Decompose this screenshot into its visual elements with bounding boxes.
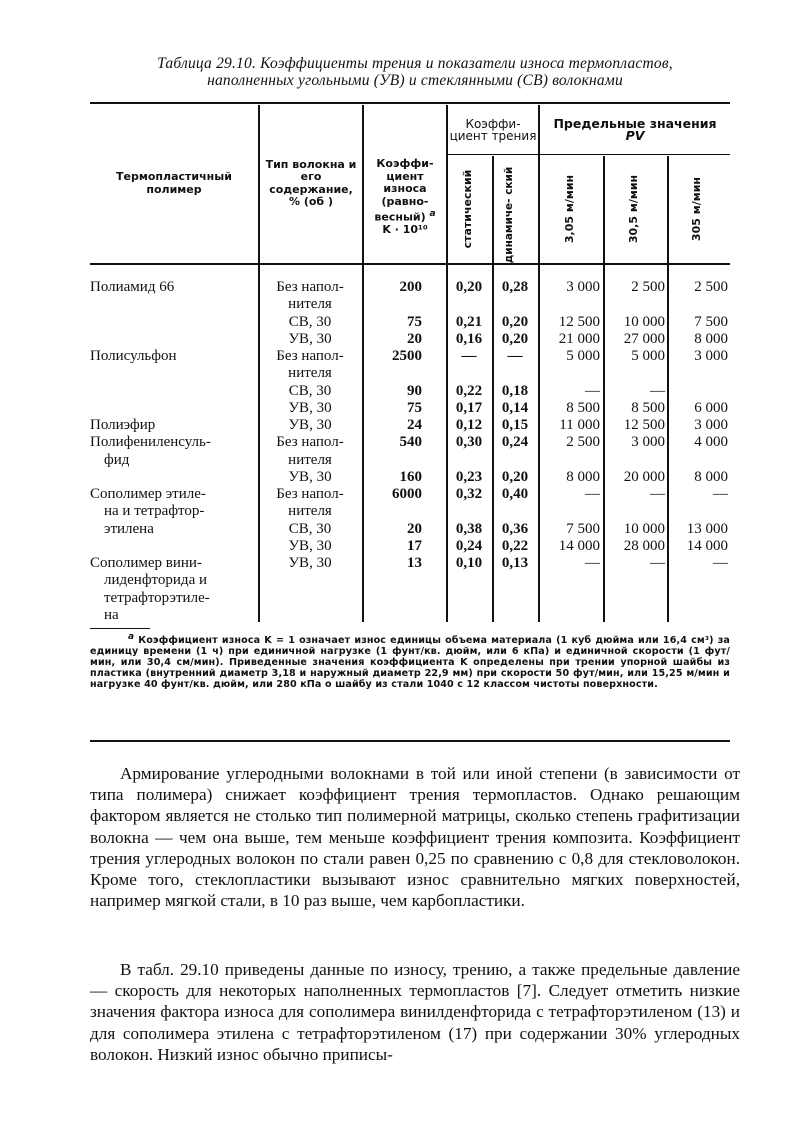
table-cell-k: 90 xyxy=(407,382,422,399)
table-cell-pv2: 12 500 xyxy=(623,417,665,433)
table-cell-fiber: УВ, 30 xyxy=(288,555,332,571)
table-cell-static: 0,38 xyxy=(455,520,483,537)
table-cell-static: 0,21 xyxy=(455,313,483,330)
table-cell-pv3: 4 000 xyxy=(694,434,728,451)
footnote-bottom-rule xyxy=(90,740,730,742)
table-cell-fiber: нителя xyxy=(288,503,332,520)
footnote-mark: a xyxy=(128,632,135,642)
header-polymer: Термопластичный полимер xyxy=(116,170,232,196)
table-cell-dynamic: 0,40 xyxy=(501,486,529,502)
table-cell-pv2: — xyxy=(650,555,665,571)
table-cell-pv3: 13 000 xyxy=(686,520,728,537)
table-cell-pv3: 6 000 xyxy=(694,399,728,416)
table-cell-pv2: 28 000 xyxy=(623,537,665,554)
table-cell-k: 24 xyxy=(407,417,422,433)
table-cell-dynamic: 0,14 xyxy=(501,399,529,416)
table-cell-polymer: Полисульфон xyxy=(90,348,177,364)
table-cell-static: 0,10 xyxy=(455,555,483,571)
header-friction-dynamic: динамиче- ский xyxy=(503,166,515,264)
table-cell-dynamic: 0,36 xyxy=(501,520,529,537)
table-cell-static: 0,16 xyxy=(455,330,483,347)
table-cell-polymer: на xyxy=(104,606,119,623)
table-cell-pv1: — xyxy=(585,486,600,502)
header-friction-group: Коэффи- циент трения xyxy=(449,116,537,143)
table-cell-static: 0,32 xyxy=(455,486,483,502)
table-cell-dynamic: 0,20 xyxy=(501,330,529,347)
table-cell-k: 2500 xyxy=(392,348,422,364)
footnote xyxy=(90,632,730,690)
table-cell-pv1: 21 000 xyxy=(558,330,600,347)
table-cell-fiber: УВ, 30 xyxy=(288,468,332,485)
table-cell-pv2: 27 000 xyxy=(623,330,665,347)
table-cell-dynamic: — xyxy=(507,348,523,364)
data-table xyxy=(90,102,730,622)
header-pv-30-5: 30,5 м/мин xyxy=(627,174,640,244)
table-cell-fiber: УВ, 30 xyxy=(288,330,332,347)
table-cell-pv3: 8 000 xyxy=(694,468,728,485)
table-cell-dynamic: 0,15 xyxy=(501,417,529,433)
table-cell-pv1: 8 000 xyxy=(566,468,600,485)
footnote-rule xyxy=(90,628,150,629)
table-cell-dynamic: 0,18 xyxy=(501,382,529,399)
table-cell-pv1: 7 500 xyxy=(566,520,600,537)
table-cell-fiber: нителя xyxy=(288,365,332,382)
table-cell-dynamic: 0,20 xyxy=(501,468,529,485)
table-cell-k: 13 xyxy=(407,555,422,571)
table-cell-fiber: УВ, 30 xyxy=(288,399,332,416)
caption-line-2: наполненных угольными (УВ) и стеклянными (СВ) волокнами xyxy=(207,72,623,89)
header-sub-rule xyxy=(446,154,730,155)
table-cell-k: 6000 xyxy=(392,486,422,502)
table-cell-pv2: 10 000 xyxy=(623,313,665,330)
header-pv-3-05: 3,05 м/мин xyxy=(563,174,576,244)
table-cell-k: 160 xyxy=(399,468,422,485)
table-cell-pv2: — xyxy=(650,486,665,502)
table-cell-pv2: 10 000 xyxy=(623,520,665,537)
table-cell-pv1: 2 500 xyxy=(566,434,600,451)
body-paragraph-2: В табл. 29.10 приведены данные по износу, трению, а также предельные давление — скорость для некоторых наполненных термопластов [7]. Следует отметить низкие значения фактора износа для сополимера винилденфторида с тетрафторэтиленом (13) и для сополимера этилена с тетрафторэтиленом (17) при содержании 30% углеродных волокон. Низкий износ обычно приписы- xyxy=(90,960,740,1064)
table-cell-fiber: нителя xyxy=(288,296,332,313)
table-cell-polymer: Полиэфир xyxy=(90,417,156,433)
table-cell-fiber: УВ, 30 xyxy=(288,417,332,433)
body-paragraph-1: Армирование углеродными волокнами в той или иной степени (в зависимости от типа полимера) снижает коэффициент трения термопластов. Однако решающим фактором является не столько тип полимерной матрицы, сколько степень графитизации волокна — чем она выше, тем меньше коэффициент трения композита. Коэффициент трения углеродных волокон по стали равен 0,25 по сравнению с 0,8 для стекловолокон. Кроме того, стеклопластики вызывают износ сравнительно мягких поверхностей, например мягкой стали, в 10 раз выше, чем карбопластики. xyxy=(90,764,740,911)
header-friction-static: статический xyxy=(461,169,474,249)
table-cell-pv1: 8 500 xyxy=(566,399,600,416)
header-bottom-rule xyxy=(90,263,730,265)
table-cell-k: 540 xyxy=(399,434,422,451)
table-cell-polymer: тетрафторэтиле- xyxy=(104,589,210,606)
header-pv-group: Предельные значения PV xyxy=(553,115,717,143)
table-caption xyxy=(90,55,740,89)
footnote-text: Коэффициент износа K = 1 означает износ единицы объема материала (1 куб дюйма или 16,4 см³) за единицу времени (1 ч) при единичной нагрузке (1 фунт/кв. дюйм, или 6 кПа) и единичной скорости (1 фут/мин, или 30,4 см/мин). Приведенные значения коэффициента K определены при трении упорной шайбы из пластика (внутренний диаметр 3,18 и наружный диаметр 22,9 мм) при скорости 50 фут/мин, или 15,25 м/мин и нагрузке 40 фунт/кв. дюйм, или 280 кПа о шайбу из стали 1040 с 12 классом чистоты поверхности. xyxy=(90,635,730,691)
header-pv-305: 305 м/мин xyxy=(690,176,703,242)
table-cell-pv1: 12 500 xyxy=(558,313,600,330)
table-cell-static: 0,23 xyxy=(455,468,483,485)
table-cell-polymer: фид xyxy=(104,451,130,468)
table-cell-polymer: на и тетрафтор- xyxy=(104,503,205,520)
table-cell-pv3: 2 500 xyxy=(694,279,728,295)
header-wear-coefficient: Коэффи- циент износа (равно- весный) $^a$ K · 10¹⁰ xyxy=(374,157,436,237)
table-cell-polymer: этилена xyxy=(104,520,154,537)
table-cell-pv1: 3 000 xyxy=(566,279,600,295)
table-cell-pv2: — xyxy=(650,382,665,399)
table-cell-fiber: Без напол- xyxy=(276,279,344,295)
table-cell-pv3: 7 500 xyxy=(694,313,728,330)
header-fiber: Тип волокна и его содержание, % (об ) xyxy=(265,157,357,208)
table-cell-polymer: Сополимер этиле- xyxy=(90,486,206,502)
table-cell-static: 0,24 xyxy=(455,537,483,554)
table-cell-dynamic: 0,13 xyxy=(501,555,529,571)
table-cell-fiber: нителя xyxy=(288,451,332,468)
table-cell-dynamic: 0,22 xyxy=(501,537,529,554)
table-cell-k: 200 xyxy=(399,279,422,295)
table-cell-dynamic: 0,28 xyxy=(501,279,529,295)
table-cell-static: 0,17 xyxy=(455,399,483,416)
table-cell-k: 75 xyxy=(407,399,422,416)
table-cell-pv3: 14 000 xyxy=(686,537,728,554)
table-cell-pv3: — xyxy=(713,555,728,571)
table-cell-k: 17 xyxy=(407,537,422,554)
table-cell-fiber: УВ, 30 xyxy=(288,537,332,554)
table-cell-fiber: Без напол- xyxy=(276,434,344,451)
table-cell-dynamic: 0,24 xyxy=(501,434,529,451)
table-cell-pv1: — xyxy=(585,555,600,571)
table-cell-fiber: СВ, 30 xyxy=(288,313,332,330)
table-cell-polymer: Сополимер вини- xyxy=(90,555,202,571)
table-cell-pv2: 3 000 xyxy=(631,434,665,451)
table-cell-pv1: 14 000 xyxy=(558,537,600,554)
table-cell-pv1: — xyxy=(585,382,600,399)
pv-symbol: PV xyxy=(625,128,645,143)
table-cell-static: 0,30 xyxy=(455,434,483,451)
table-cell-k: 20 xyxy=(407,520,422,537)
table-cell-fiber: Без напол- xyxy=(276,348,344,364)
table-cell-pv1: 5 000 xyxy=(566,348,600,364)
table-cell-pv2: 5 000 xyxy=(631,348,665,364)
table-cell-static: 0,12 xyxy=(455,417,483,433)
table-cell-pv1: 11 000 xyxy=(559,417,600,433)
table-cell-pv3: 8 000 xyxy=(694,330,728,347)
table-cell-polymer: Полифениленсуль- xyxy=(90,434,211,451)
col-divider xyxy=(667,156,669,622)
table-cell-polymer: Полиамид 66 xyxy=(90,279,175,295)
table-cell-fiber: Без напол- xyxy=(276,486,344,502)
table-cell-fiber: СВ, 30 xyxy=(288,520,332,537)
table-cell-pv3: — xyxy=(713,486,728,502)
table-cell-static: 0,22 xyxy=(455,382,483,399)
table-cell-pv3: 3 000 xyxy=(694,417,728,433)
table-cell-static: — xyxy=(461,348,477,364)
table-cell-pv3: 3 000 xyxy=(694,348,728,364)
table-cell-k: 20 xyxy=(407,330,422,347)
table-cell-fiber: СВ, 30 xyxy=(288,382,332,399)
table-cell-pv2: 8 500 xyxy=(631,399,665,416)
footnote-marker: a xyxy=(429,209,436,220)
table-cell-static: 0,20 xyxy=(455,279,483,295)
table-cell-k: 75 xyxy=(407,313,422,330)
table-cell-pv2: 20 000 xyxy=(623,468,665,485)
table-cell-pv2: 2 500 xyxy=(631,279,665,295)
table-cell-polymer: лиденфторида и xyxy=(104,572,208,589)
table-cell-dynamic: 0,20 xyxy=(501,313,529,330)
caption-line-1: Таблица 29.10. Коэффициенты трения и показатели износа термопластов, xyxy=(157,55,673,72)
